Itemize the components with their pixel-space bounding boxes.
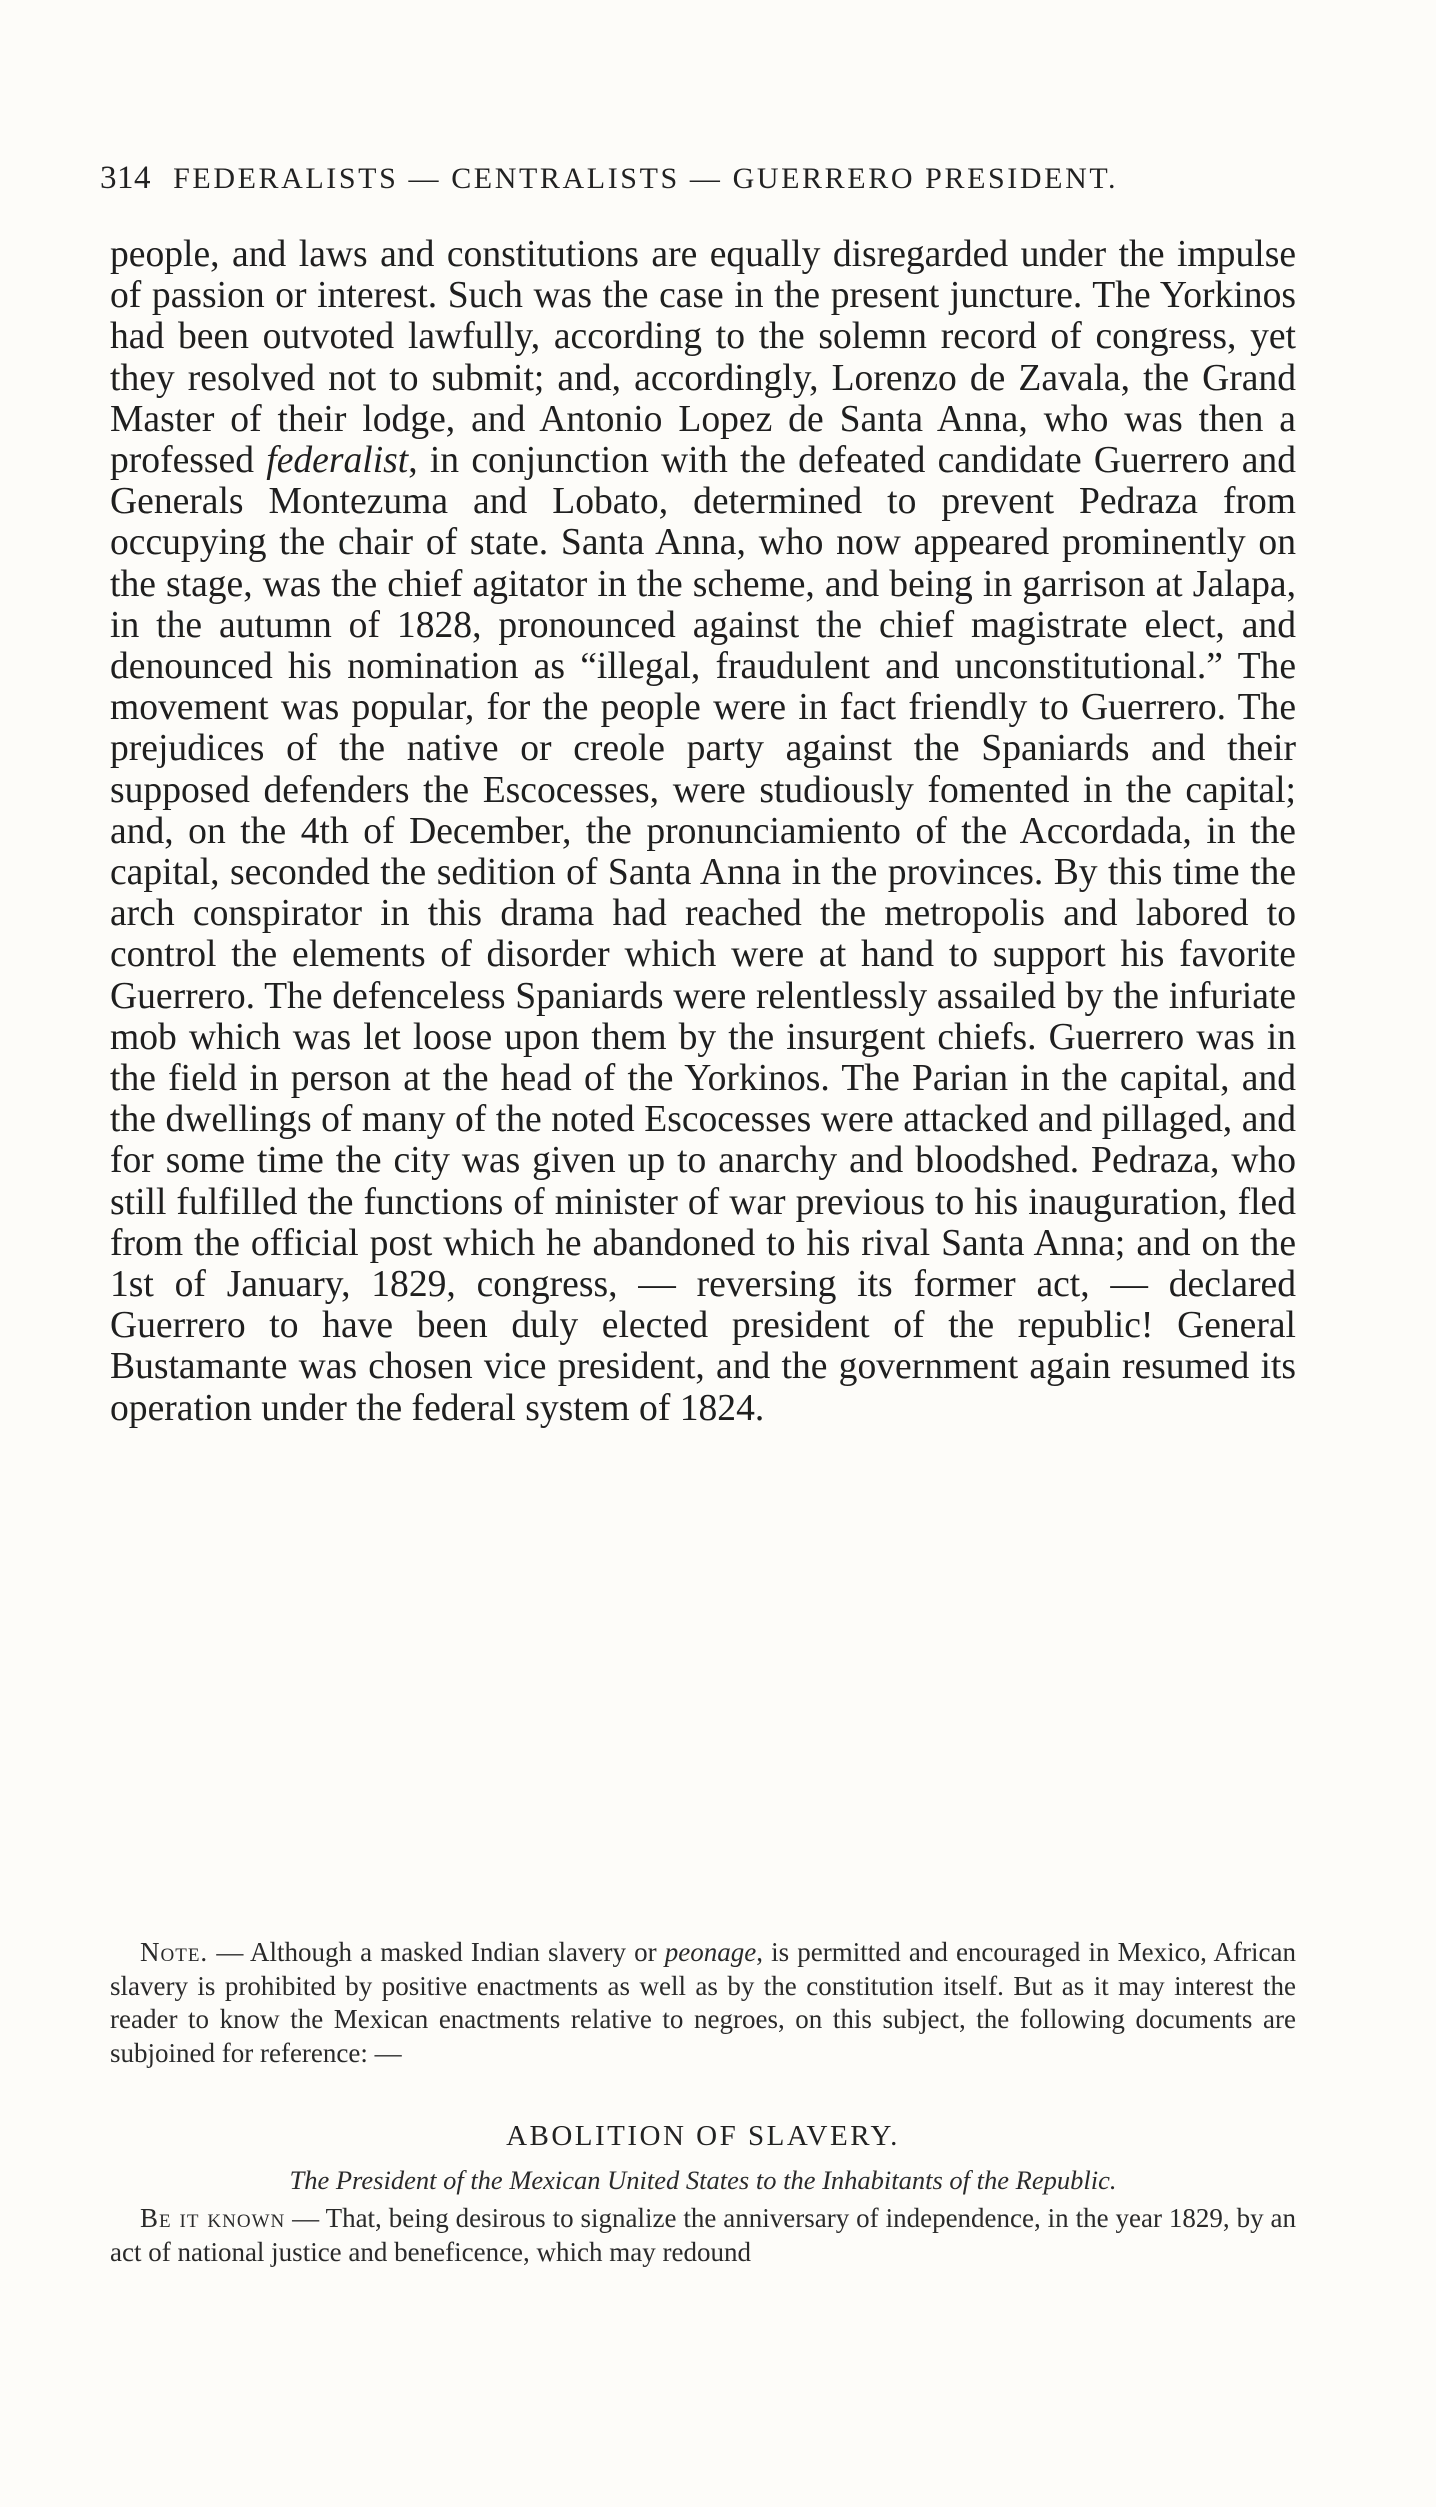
main-paragraph <box>110 234 1296 1429</box>
note-label: Note. <box>140 1937 209 1967</box>
document-heading: ABOLITION OF SLAVERY. <box>506 2120 900 2152</box>
main-paragraph-part-1: people, and laws and constitutions are equally disregarded under the impulse of passion or interest. Such was the case in the present juncture. The Yorkinos had been outvoted lawfully, according to the solemn record of congress, yet they resolved not to submit; and, accordingly, Lorenzo de Zavala, the Grand Master of their lodge, and Antonio Lopez de Santa Anna, who was then a professed <box>110 234 1296 482</box>
main-paragraph-part-2: , in conjunction with the defeated candidate Guerrero and Generals Montezuma and Lobato, determined to prevent Pedraza from occupying the chair of state. Santa Anna, who now appeared prominently on the stage, was the chief agitator in the scheme, and being in garrison at Jalapa, in the autumn of 1828, pronounced against the chief magistrate elect, and denounced his nomination as “illegal, fraudulent and unconstitutional.” The movement was popular, for the people were in fact friendly to Guerrero. The prejudices of the native or creole party against the Spaniards and their supposed defenders the Escocesses, were studiously fomented in the capital; and, on the 4th of December, the pronunciamiento of the Accordada, in the capital, seconded the sedition of Santa Anna in the provinces. By this time the arch conspirator in this drama had reached the metropolis and labored to control the elements of disorder which were at hand to support his favorite Guerrero. The defenceless Spaniards were relentlessly assailed by the infuriate mob which was let loose upon them by the insurgent chiefs. Guerrero was in the field in person at the head of the Yorkinos. The Parian in the capital, and the dwellings of many of the noted Escocesses were attacked and pillaged, and for some time the city was given up to anarchy and bloodshed. Pedraza, who still fulfilled the functions of minister of war previous to his inauguration, fled from the official post which he abandoned to his rival Santa Anna; and on the 1st of January, 1829, congress, — reversing its former act, — declared Guerrero to have been duly elected president of the republic! General Bustamante was chosen vice president, and the government again resumed its operation under the federal system of 1824. <box>110 440 1296 1429</box>
document-text: — That, being desirous to signalize the anniversary of independence, in the year 1829, by an act of national justice and beneficence, which may redound <box>110 2203 1296 2267</box>
document-subheading: The President of the Mexican United States to the Inhabitants of the Republic. <box>289 2165 1117 2195</box>
running-title: FEDERALISTS — CENTRALISTS — GUERRERO PRESIDENT. <box>173 162 1119 195</box>
note-text-part-1: — Although a masked Indian slavery or <box>208 1937 665 1967</box>
document-lead: Be it known <box>140 2203 286 2233</box>
note-paragraph <box>110 1936 1296 2070</box>
italic-federalist: federalist <box>266 440 409 482</box>
italic-peonage: peonage <box>664 1937 757 1967</box>
footnote <box>110 1936 1296 2070</box>
page-number: 314 <box>100 160 151 196</box>
running-head <box>100 160 1250 197</box>
main-text <box>110 234 1296 1429</box>
note-text-part-2: , is permitted and encouraged in Mexico, African slavery is prohibited by positive enactments as well as by the constitution itself. But as it may interest the reader to know the Mexican enactments relative to negroes, on this subject, the following documents are subjoined for reference: — <box>110 1937 1296 2068</box>
document-body <box>110 2202 1296 2269</box>
document-paragraph <box>110 2202 1296 2269</box>
